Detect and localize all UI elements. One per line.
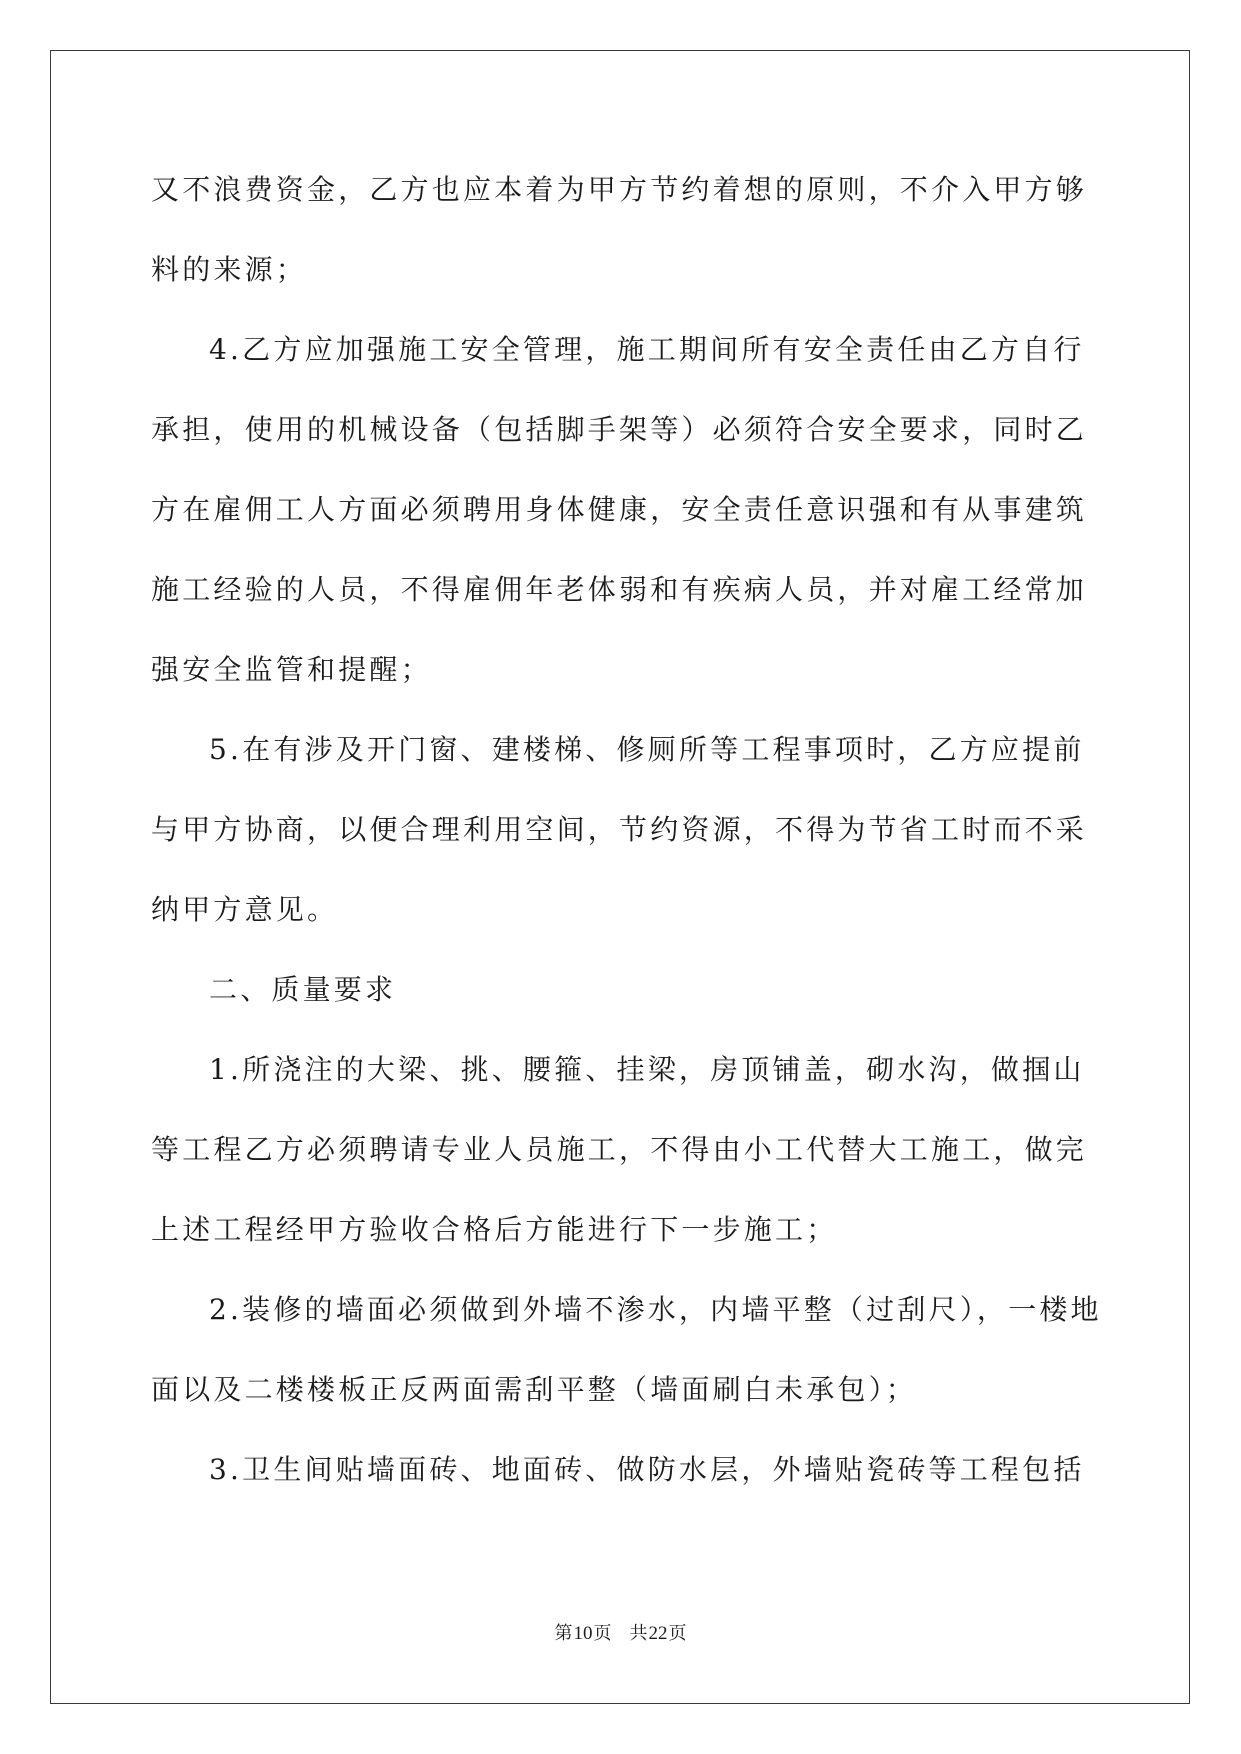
section-heading: 二、质量要求: [209, 973, 397, 1006]
text-line: 等工程乙方必须聘请专业人员施工，不得由小工代替大工施工，做完: [151, 1133, 1088, 1166]
page-prefix: 第: [554, 1623, 573, 1644]
page-number: 10: [573, 1623, 593, 1644]
text-line: 3.卫生间贴墙面砖、地面砖、做防水层，外墙贴瓷砖等工程包括: [209, 1453, 1085, 1486]
text-line: 5.在有涉及开门窗、建楼梯、修厕所等工程事项时，乙方应提前: [209, 733, 1085, 766]
text-line: 承担，使用的机械设备（包括脚手架等）必须符合安全要求，同时乙: [151, 413, 1088, 446]
page-footer: [0, 1622, 1241, 1646]
total-pages: 22: [648, 1623, 668, 1644]
text-line: 方在雇佣工人方面必须聘用身体健康，安全责任意识强和有从事建筑: [151, 493, 1088, 526]
document-body: [151, 150, 1102, 1510]
text-line: 又不浪费资金，乙方也应本着为甲方节约着想的原则，不介入甲方够: [151, 173, 1088, 206]
total-prefix: 共: [629, 1623, 648, 1644]
text-line: 2.装修的墙面必须做到外墙不渗水，内墙平整（过刮尺），一楼地: [209, 1293, 1102, 1326]
page-suffix: 页: [593, 1623, 612, 1644]
total-suffix: 页: [668, 1623, 687, 1644]
text-line: 4.乙方应加强施工安全管理，施工期间所有安全责任由乙方自行: [209, 333, 1085, 366]
text-line: 料的来源；: [151, 253, 308, 286]
text-line: 施工经验的人员，不得雇佣年老体弱和有疾病人员，并对雇工经常加: [151, 573, 1088, 606]
text-line: 上述工程经甲方验收合格后方能进行下一步施工；: [151, 1213, 838, 1246]
text-line: 面以及二楼楼板正反两面需刮平整（墙面刷白未承包）；: [151, 1373, 918, 1406]
text-line: 强安全监管和提醒；: [151, 653, 432, 686]
text-line: 与甲方协商，以便合理利用空间，节约资源，不得为节省工时而不采: [151, 813, 1088, 846]
text-line: 纳甲方意见。: [151, 893, 339, 926]
text-line: 1.所浇注的大梁、挑、腰箍、挂梁，房顶铺盖，砌水沟，做掴山: [209, 1053, 1085, 1086]
